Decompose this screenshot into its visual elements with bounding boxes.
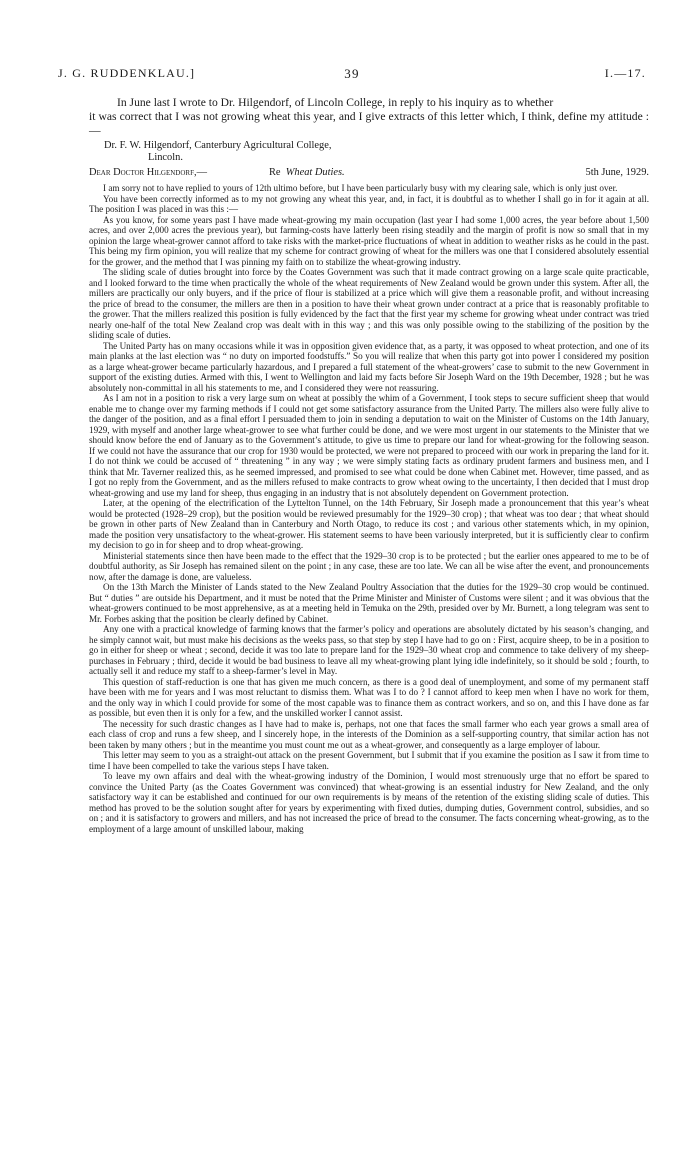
re-label: Re (269, 167, 281, 178)
address-line-1: Dr. F. W. Hilgendorf, Canterbury Agricultural College, (104, 140, 332, 151)
paragraph: As you know, for some years past I have made wheat-growing my main occupation (last year I had some 1,000 acres, the year before about 1,500 acres, and over 2,000 acres the previous year), but farming-costs have latterly been rising steadily and the margin of profit is now so small that in my opinion the large wheat-grower cannot afford to take risks with the market-price fluctuations of wheat in addition to weather risks as he could in the past. This being my firm opinion, you will realize that my scheme for contract growing of wheat for the millers was one that I considered absolutely essential for the grower, and the method that I was pinning my faith on to stabilize the wheat-growing industry. (89, 214, 649, 267)
letter-subject (269, 167, 345, 178)
intro-rest: it was correct that I was not growing wheat this year, and I give extracts of this letter which, I think, define my attitude :— (89, 110, 649, 137)
intro-paragraph (89, 96, 649, 138)
letter-address (104, 140, 504, 164)
paragraph: The necessity for such drastic changes as I have had to make is, perhaps, not one that faces the small farmer who each year grows a small area of each class of crop and runs a few sheep, and I sincerely hope, in the interests of the Dominion as a self-supporting country, that similar action has not been taken by many others ; but in the meantime you must count me out as a wheat-grower, and consequently as a large employer of labour. (89, 718, 649, 750)
re-subject: Wheat Duties. (285, 167, 345, 178)
letter-heading (89, 167, 649, 180)
address-line-2: Lincoln. (148, 152, 183, 163)
paragraph: This letter may seem to you as a straight-out attack on the present Government, but I submit that if you examine the position as I saw it from time to time I have been compelled to take the various steps I have taken. (89, 750, 649, 771)
paragraph: As I am not in a position to risk a very large sum on wheat at possibly the whim of a Government, I took steps to secure sufficient sheep that would enable me to change over my farming methods if I could not get some satisfactory assurance from the United Party. The millers also were fully alive to the danger of the position, and as a final effort I persuaded them to join in sending a deputation to wait on the Minister of Customs on the 14th January, 1929, with myself and another large wheat-grower to see what further could be done, and we were most urgent in our statements to the Minister that we should know before the end of January as to the Government’s attitude, to give us time to prepare our land for wheat-growing for the following season. If we could not have the assurance that our crop for 1930 would be protected, we were not prepared to proceed with our work in preparing the land for it. I do not think we could be accused of “ threatening ” in any way ; we were simply stating facts as ordinary prudent farmers and business men, and I think that Mr. Taverner realized this, as he seemed impressed, and promised to see what could be done when Cabinet met. However, time passed, and as I got no reply from the Government, and as the millers refused to make contracts to grow wheat owing to the uncertainty, I then decided that I must drop wheat-growing and use my land for sheep, thus engaging in an industry that is not absolutely dependent on Government protection. (89, 393, 649, 498)
paragraph: I am sorry not to have replied to yours of 12th ultimo before, but I have been particularly busy with my clearing sale, which is only just over. (103, 183, 618, 193)
page-number: 39 (344, 66, 360, 81)
paragraph: On the 13th March the Minister of Lands stated to the New Zealand Poultry Association that the duties for the 1929–30 crop would be continued. But “ duties ” are outside his Department, and it must be noted that the Prime Minister and Minister of Customs were silent ; and it was obvious that the wheat-growers continued to be most apprehensive, as at a meeting held in Temuka on the 29th, presided over by Mr. Burnett, a long telegram was sent to Mr. Forbes asking that the position be clearly defined by Cabinet. (89, 582, 649, 624)
document-reference: I.—17. (604, 66, 646, 80)
paragraph: Any one with a practical knowledge of farming knows that the farmer’s policy and operations are absolutely dictated by his season’s changing, and he simply cannot wait, but must make his decisions as the weeks pass, so that step by step I have had to go on : First, acquire sheep, to be in a position to go in either for sheep or wheat ; second, decide it was too late to prepare land for the 1929–30 wheat crop and commence to take delivery of my sheep-purchases in February ; third, decide it would be bad business to leave all my wheat-growing plant lying idle indefinitely, so it should be sold ; fourth, to actually sell it and reduce my staff to a sheep-farmer’s level in May. (89, 624, 649, 676)
letter-body (89, 183, 649, 834)
paragraph: The United Party has on many occasions while it was in opposition given evidence that, as a party, it was opposed to wheat protection, and one of its main planks at the last election was “ no duty on imported foodstuffs.” So you will realize that when this party got into power I considered my position as a large wheat-grower became particularly hazardous, and I prepared a full statement of the wheat-growers’ case to submit to the new Government in support of the existing duties. Armed with this, I went to Wellington and laid my facts before Sir Joseph Ward on the 19th December, 1928 ; but he was absolutely non-committal in all his statements to me, and I considered they were not reassuring. (89, 340, 649, 393)
paragraph: This question of staff-reduction is one that has given me much concern, as there is a good deal of unemployment, and some of my permanent staff have been with me for years and I was most reluctant to dismiss them. What was I to do ? I cannot afford to keep men when I have no work for them, and the only way in which I could provide for some of the most capable was to finance them as contract workers, and so on, and this I have done as far as possible, but even then it is only for a few, and the unskilled worker I cannot assist. (89, 676, 649, 718)
paragraph: Later, at the opening of the electrification of the Lyttelton Tunnel, on the 14th February, Sir Joseph made a pronouncement that this year’s wheat would be protected (1928–29 crop), but the position would be reviewed presumably for the 1929–30 crop) ; that wheat was too dear ; that wheat should be grown in other parts of New Zealand than in Canterbury and North Otago, to reduce its cost ; and various other statements which, in my opinion, made the position very unsatisfactory to the wheat-grower. His statement seems to have been variously interpreted, but it is sufficiently clear to confirm my decision to go in for sheep and to drop wheat-growing. (89, 498, 649, 550)
intro-line-1: In June last I wrote to Dr. Hilgendorf, of Lincoln College, in reply to his inquiry as to whether (117, 96, 554, 109)
paragraph: The sliding scale of duties brought into force by the Coates Government was such that it made contract growing on a large scale quite practicable, and I looked forward to the time when practically the whole of the wheat requirements of New Zealand would be grown under this system. After all, the millers are practically our only buyers, and if the price of flour is stabilized at a price which will give them a reasonable profit, and without increasing the price of bread to the consumer, the millers are then in a position to have their wheat grown under contract at a price that is reasonably profitable to the grower. That the millers realized this position is fully evidenced by the fact that the first year my scheme for growing wheat under contract was tried nearly one-half of the total New Zealand crop was dealt with in this way ; and this was only possible owing to the stabilizing of the position by the sliding scale of duties. (89, 267, 649, 340)
paragraph: To leave my own affairs and deal with the wheat-growing industry of the Dominion, I would most strenuously urge that no effort be spared to convince the United Party (as the Coates Government was convinced) that wheat-growing is an essential industry for New Zealand, and the only satisfactory way it can be established and continued for our own requirements is by means of the retention of the existing sliding scale of duties. This method has proved to be the solution sought after for years by experimenting with fixed duties, dumping duties, Government control, subsidies, and so on ; and it is satisfactory to growers and millers, and has not increased the price of bread to the consumer. The facts concerning wheat-growing, as to the employment of a large amount of unskilled labour, making (89, 771, 649, 834)
paragraph: You have been correctly informed as to my not growing any wheat this year, and, in fact, it is doubtful as to whether I shall go in for it again at all. The position I was placed in was this :— (89, 193, 649, 214)
header-author: J. G. RUDDENKLAU.] (58, 66, 196, 80)
letter-date: 5th June, 1929. (585, 167, 649, 178)
paragraph: Ministerial statements since then have been made to the effect that the 1929–30 crop is to be protected ; but the earlier ones appeared to me to be of doubtful authority, as Sir Joseph has remained silent on the point ; in any case, these are too late. We can all be wise after the event, and pronouncements now, after the damage is done, are valueless. (89, 550, 649, 582)
page-header (58, 66, 646, 82)
salutation: Dear Doctor Hilgendorf,— (89, 167, 207, 178)
